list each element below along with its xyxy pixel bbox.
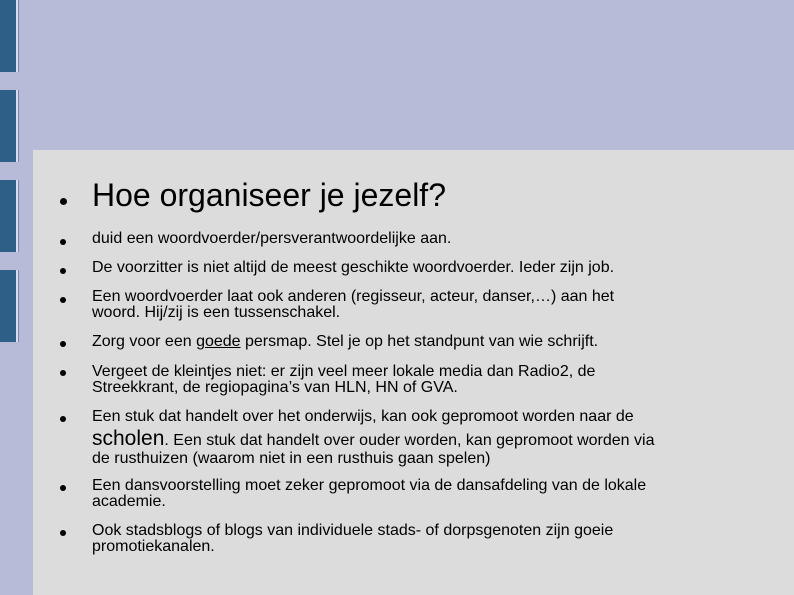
bullet-icon [60, 268, 66, 274]
bullet-icon [60, 530, 66, 536]
bullet-icon [60, 198, 67, 205]
bullet-item-7 [92, 478, 742, 510]
side-decoration-bar [0, 270, 18, 342]
bullet-item-6 [92, 409, 752, 467]
bullet-line: Een woordvoerder laat ook anderen (regisseur, acteur, danser,…) aan het [92, 288, 615, 305]
bullet-item-4 [92, 334, 742, 350]
bullet-icon [60, 297, 66, 303]
side-decoration-bar [0, 180, 18, 252]
bullet-item-2: De voorzitter is niet altijd de meest geschikte woordvoerder. Ieder zijn job. [92, 259, 615, 276]
bullet-line: Een dansvoorstelling moet zeker gepromoot via de dansafdeling van de lokale [92, 477, 647, 494]
bullet-line: de rusthuizen (waarom niet in een rusthuis gaan spelen) [92, 450, 491, 467]
bullet-line: academie. [92, 493, 166, 510]
bullet-item-8 [92, 523, 742, 555]
slide-title: Hoe organiseer je jezelf? [92, 177, 446, 213]
bullet-line: Ook stadsblogs of blogs van individuele stads- of dorpsgenoten zijn goeie [92, 522, 614, 539]
bullet-icon [60, 416, 66, 422]
bullet-item-5 [92, 364, 742, 396]
bullet-icon [60, 239, 66, 245]
bullet-text: . Een stuk dat handelt over ouder worden, kan gepromoot worden via [164, 432, 655, 449]
underlined-word: goede [196, 333, 241, 350]
enlarged-word: scholen [92, 427, 165, 450]
bullet-icon [60, 370, 66, 376]
bullet-line: woord. Hij/zij is een tussenschakel. [92, 304, 341, 321]
bullet-line: Een stuk dat handelt over het onderwijs, kan ook gepromoot worden naar de [92, 408, 634, 425]
bullet-item-1: duid een woordvoerder/persverantwoordelijke aan. [92, 230, 452, 247]
bullet-text: persmap. Stel je op het standpunt van wie schrijft. [240, 333, 599, 350]
bullet-line: promotiekanalen. [92, 538, 215, 555]
bullet-line: Vergeet de kleintjes niet: er zijn veel meer lokale media dan Radio2, de [92, 363, 596, 380]
bullet-item-3 [92, 289, 742, 321]
bullet-icon [60, 485, 66, 491]
bullet-line [92, 428, 752, 450]
side-decoration-bar [0, 90, 18, 162]
bullet-text: Zorg voor een [92, 333, 197, 350]
bullet-line: Streekkrant, de regiopagina’s van HLN, HN of GVA. [92, 379, 458, 396]
bullet-icon [60, 341, 66, 347]
side-decoration-bar [0, 0, 18, 72]
